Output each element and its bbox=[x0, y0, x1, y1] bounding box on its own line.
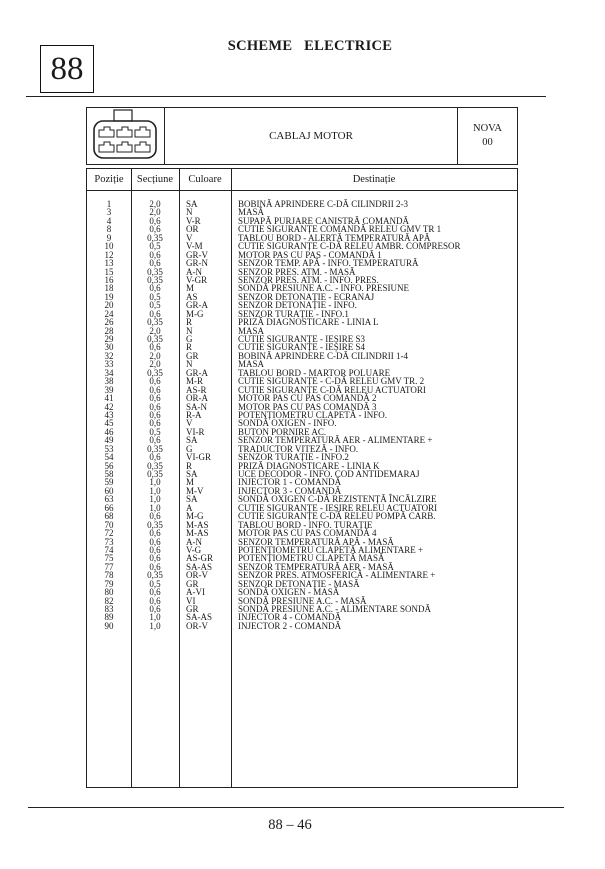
cell-culoare: A-N bbox=[186, 536, 202, 547]
cell-culoare: V-G bbox=[186, 544, 202, 555]
cell-sectiune: 0,6 bbox=[149, 595, 161, 606]
cell-sectiune: 0,35 bbox=[147, 519, 163, 530]
cell-pozitie: 19 bbox=[104, 291, 114, 302]
cell-pozitie: 45 bbox=[104, 418, 114, 429]
cell-pozitie: 60 bbox=[104, 485, 114, 496]
cell-sectiune: 0,6 bbox=[149, 393, 161, 404]
bottom-divider bbox=[28, 807, 564, 808]
cell-culoare: GR-N bbox=[186, 258, 208, 269]
cell-culoare: GR bbox=[186, 578, 199, 589]
cell-sectiune: 2,0 bbox=[149, 199, 161, 209]
cell-sectiune: 0,6 bbox=[149, 224, 161, 235]
cell-sectiune: 1,0 bbox=[149, 477, 161, 488]
cell-sectiune: 0,35 bbox=[147, 232, 163, 243]
cell-culoare: V bbox=[186, 232, 193, 243]
cell-culoare: VI-GR bbox=[186, 452, 211, 463]
cell-culoare: GR bbox=[186, 350, 199, 361]
pin-table bbox=[86, 168, 518, 788]
cell-culoare: G bbox=[186, 443, 193, 454]
cell-pozitie: 70 bbox=[104, 519, 114, 530]
cell-culoare: A-N bbox=[186, 266, 202, 277]
cell-pozitie: 73 bbox=[104, 536, 114, 547]
cell-destinatie: CUTIE SIGURANȚE - IEȘIRE S3 bbox=[238, 334, 365, 344]
cell-pozitie: 63 bbox=[104, 494, 114, 505]
cell-destinatie: SONDĂ OXIGEN - MASĂ bbox=[238, 587, 340, 598]
cell-pozitie: 1 bbox=[106, 199, 112, 209]
cell-pozitie: 58 bbox=[104, 469, 114, 479]
cell-pozitie: 4 bbox=[106, 215, 112, 226]
cell-culoare: OR-V bbox=[186, 570, 208, 581]
cell-pozitie: 53 bbox=[104, 443, 114, 454]
page-number: 88 – 46 bbox=[268, 817, 312, 833]
cell-pozitie: 33 bbox=[104, 359, 114, 370]
cell-culoare: N bbox=[186, 207, 193, 218]
cell-pozitie: 42 bbox=[104, 401, 114, 412]
cell-destinatie: SENZOR DETONAȚIE - ECRANAJ bbox=[238, 291, 375, 302]
cell-destinatie: SONDĂ PRESIUNE A.C. - MASĂ bbox=[238, 595, 367, 606]
cell-culoare: OR-V bbox=[186, 620, 208, 631]
cell-pozitie: 24 bbox=[104, 308, 114, 319]
cell-pozitie: 54 bbox=[104, 452, 114, 463]
version-code-line2: 00 bbox=[482, 137, 493, 148]
connector-6-pin-icon bbox=[87, 108, 164, 164]
cell-destinatie: MOTOR PAS CU PAS - COMANDĂ 1 bbox=[238, 249, 382, 260]
cell-destinatie: POTENȚIOMETRU CLAPETĂ ALIMENTARE + bbox=[238, 544, 424, 555]
chapter-number-box: 88 bbox=[40, 45, 94, 93]
cell-sectiune: 0,6 bbox=[149, 401, 161, 412]
cell-culoare: R-A bbox=[186, 409, 202, 420]
cell-destinatie: CUTIE SIGURANȚE - IEȘIRE RELEU ACTUATORI bbox=[238, 502, 438, 513]
cell-destinatie: POTENȚIOMETRU CLAPETĂ MASĂ bbox=[238, 553, 385, 564]
cell-destinatie: CUTIE SIGURANȚE C-DĂ RELEU AMBR. COMPRESOR bbox=[238, 241, 461, 252]
cell-sectiune: 0,35 bbox=[147, 460, 163, 471]
cell-pozitie: 8 bbox=[106, 224, 112, 235]
cell-pozitie: 74 bbox=[104, 544, 114, 555]
cell-culoare: SA bbox=[186, 199, 198, 209]
cell-destinatie: SENZOR DETONAȚIE - INFO. bbox=[238, 300, 357, 311]
cell-destinatie: TABLOU BORD - ALERTĂ TEMPERATURĂ APĂ bbox=[238, 232, 431, 243]
cell-culoare: AS-GR bbox=[186, 553, 214, 564]
cell-pozitie: 66 bbox=[104, 502, 114, 513]
header-divider bbox=[87, 190, 517, 191]
cell-destinatie: INJECTOR 2 - COMANDĂ bbox=[238, 620, 342, 631]
cell-culoare: GR-A bbox=[186, 300, 208, 311]
cell-culoare: A-VI bbox=[186, 587, 205, 598]
cell-sectiune: 0,6 bbox=[149, 215, 161, 226]
cell-sectiune: 0,6 bbox=[149, 452, 161, 463]
cell-culoare: SA bbox=[186, 469, 198, 479]
cell-destinatie: SENZOR TEMPERATURĂ APĂ - MASĂ bbox=[238, 536, 394, 547]
cell-sectiune: 0,6 bbox=[149, 435, 161, 446]
table-row bbox=[87, 622, 517, 630]
cell-sectiune: 0,5 bbox=[149, 300, 161, 311]
cell-pozitie: 83 bbox=[104, 604, 114, 614]
cell-sectiune: 0,35 bbox=[147, 317, 163, 328]
cell-sectiune: 0,6 bbox=[149, 283, 161, 294]
cell-culoare: GR-A bbox=[186, 367, 208, 378]
cell-pozitie: 16 bbox=[104, 274, 114, 285]
cell-destinatie: SENZOR TEMPERATURĂ AER - MASĂ bbox=[238, 561, 394, 572]
cell-sectiune: 1,0 bbox=[149, 502, 161, 513]
cell-destinatie: INJECTOR 3 - COMANDĂ bbox=[238, 485, 342, 496]
cell-pozitie: 28 bbox=[104, 325, 114, 336]
cell-pozitie: 3 bbox=[106, 207, 112, 218]
cell-culoare: V-R bbox=[186, 215, 201, 226]
cell-culoare: R bbox=[186, 317, 193, 328]
cell-destinatie: BUTON PORNIRE AC. bbox=[238, 426, 327, 437]
cell-culoare: R bbox=[186, 460, 193, 471]
cell-pozitie: 80 bbox=[104, 587, 114, 598]
cell-culoare: SA-N bbox=[186, 401, 208, 412]
cell-pozitie: 78 bbox=[104, 570, 114, 581]
cell-sectiune: 0,6 bbox=[149, 511, 161, 522]
cell-sectiune: 2,0 bbox=[149, 350, 161, 361]
column-header-pozitie: Poziție bbox=[94, 174, 124, 185]
cell-destinatie: MOTOR PAS CU PAS COMANDĂ 4 bbox=[238, 528, 377, 539]
version-code bbox=[458, 108, 517, 164]
cell-sectiune: 0,6 bbox=[149, 258, 161, 269]
cell-sectiune: 1,0 bbox=[149, 612, 161, 623]
cell-pozitie: 18 bbox=[104, 283, 114, 294]
cell-sectiune: 0,35 bbox=[147, 469, 163, 479]
cell-destinatie: SENZOR TEMP. APĂ - INFO. TEMPERATURĂ bbox=[238, 258, 419, 269]
cell-destinatie: SENZOR PRES. ATM. - MASĂ bbox=[238, 266, 356, 277]
cell-destinatie: BOBINĂ APRINDERE C-DĂ CILINDRII 2-3 bbox=[238, 199, 408, 209]
cell-pozitie: 43 bbox=[104, 409, 114, 420]
cell-sectiune: 0,6 bbox=[149, 528, 161, 539]
cell-destinatie: TRADUCTOR VITEZĂ - INFO. bbox=[238, 443, 359, 454]
cell-pozitie: 46 bbox=[104, 426, 114, 437]
cell-pozitie: 15 bbox=[104, 266, 114, 277]
cell-sectiune: 0,6 bbox=[149, 409, 161, 420]
cell-sectiune: 0,6 bbox=[149, 376, 161, 387]
cell-destinatie: INJECTOR 4 - COMANDĂ bbox=[238, 612, 342, 623]
cell-sectiune: 0,6 bbox=[149, 587, 161, 598]
cell-culoare: M bbox=[186, 283, 195, 294]
cell-pozitie: 41 bbox=[104, 393, 114, 404]
cell-culoare: SA bbox=[186, 435, 198, 446]
cell-culoare: M-R bbox=[186, 376, 204, 387]
cell-pozitie: 56 bbox=[104, 460, 114, 471]
cell-sectiune: 0,6 bbox=[149, 308, 161, 319]
cell-sectiune: 0,5 bbox=[149, 291, 161, 302]
cell-culoare: V bbox=[186, 418, 193, 429]
cell-destinatie: POTENȚIOMETRU CLAPETĂ - INFO. bbox=[238, 409, 387, 420]
cell-sectiune: 0,6 bbox=[149, 604, 161, 614]
cell-sectiune: 0,5 bbox=[149, 426, 161, 437]
cell-sectiune: 0,35 bbox=[147, 266, 163, 277]
cell-culoare: M-AS bbox=[186, 519, 209, 530]
title-block bbox=[86, 107, 518, 165]
cell-sectiune: 1,0 bbox=[149, 620, 161, 631]
cell-sectiune: 2,0 bbox=[149, 359, 161, 370]
cell-culoare: G bbox=[186, 334, 193, 344]
cell-destinatie: MASA bbox=[238, 359, 265, 370]
cell-destinatie: SONDĂ OXIGEN - INFO. bbox=[238, 418, 337, 429]
cell-culoare: M-V bbox=[186, 485, 204, 496]
cell-pozitie: 9 bbox=[106, 232, 112, 243]
cell-culoare: N bbox=[186, 325, 193, 336]
cell-pozitie: 68 bbox=[104, 511, 114, 522]
cell-destinatie: CUTIE SIGURANȚE - IEȘIRE S4 bbox=[238, 342, 365, 353]
column-header-culoare: Culoare bbox=[188, 174, 222, 185]
cell-destinatie: UCE DECODOR - INFO. COD ANTIDEMARAJ bbox=[238, 469, 420, 479]
cell-pozitie: 82 bbox=[104, 595, 114, 606]
cell-destinatie: SENZOR PRES. ATM. - INFO. PRES. bbox=[238, 274, 379, 285]
cell-culoare: SA-AS bbox=[186, 561, 213, 572]
cell-sectiune: 0,6 bbox=[149, 342, 161, 353]
cell-sectiune: 0,6 bbox=[149, 418, 161, 429]
cell-culoare: A bbox=[186, 502, 193, 513]
cell-culoare: GR bbox=[186, 604, 199, 614]
version-code-line1: NOVA bbox=[473, 123, 502, 134]
cell-pozitie: 90 bbox=[104, 620, 114, 631]
cell-pozitie: 20 bbox=[104, 300, 114, 311]
cell-destinatie: PRIZĂ DIAGNOSTICARE - LINIA L bbox=[238, 317, 379, 328]
cell-destinatie: TABLOU BORD - INFO. TURAȚIE bbox=[238, 519, 373, 530]
cell-destinatie: SUPAPĂ PURJARE CANISTRĂ COMANDĂ bbox=[238, 215, 409, 226]
cell-destinatie: TABLOU BORD - MARTOR POLUARE bbox=[238, 367, 391, 378]
top-divider bbox=[26, 96, 546, 97]
cell-sectiune: 0,35 bbox=[147, 367, 163, 378]
cell-sectiune: 0,35 bbox=[147, 334, 163, 344]
cell-destinatie: SONDĂ PRESIUNE A.C. - ALIMENTARE SONDĂ bbox=[238, 604, 432, 614]
cell-pozitie: 38 bbox=[104, 376, 114, 387]
cell-sectiune: 0,35 bbox=[147, 274, 163, 285]
cell-culoare: M-G bbox=[186, 308, 204, 319]
cell-culoare: VI bbox=[186, 595, 196, 606]
cell-destinatie: SENZOR TURAȚIE - INFO.1 bbox=[238, 308, 349, 319]
cell-pozitie: 29 bbox=[104, 334, 114, 344]
cell-culoare: M bbox=[186, 477, 195, 488]
cell-destinatie: MASA bbox=[238, 325, 265, 336]
cell-sectiune: 0,35 bbox=[147, 443, 163, 454]
cell-sectiune: 1,0 bbox=[149, 494, 161, 505]
cell-sectiune: 0,5 bbox=[149, 241, 161, 252]
cell-culoare: VI-R bbox=[186, 426, 205, 437]
cell-sectiune: 0,6 bbox=[149, 553, 161, 564]
cell-destinatie: CUTIE SIGURANȚE C-DĂ RELEU ACTUATORI bbox=[238, 384, 426, 395]
cell-culoare: M-G bbox=[186, 511, 204, 522]
cell-destinatie: MOTOR PAS CU PAS COMANDĂ 2 bbox=[238, 393, 377, 404]
cell-pozitie: 89 bbox=[104, 612, 114, 623]
cell-destinatie: SONDĂ PRESIUNE A.C. - INFO. PRESIUNE bbox=[238, 283, 410, 294]
cell-destinatie: SENZOR TEMPERATURĂ AER - ALIMENTARE + bbox=[238, 435, 433, 446]
cell-destinatie: SENZOR TURAȚIE - INFO.2 bbox=[238, 452, 349, 463]
column-header-sectiune: Secțiune bbox=[136, 174, 174, 185]
cell-destinatie: CUTIE SIGURANȚE COMANDĂ RELEU GMV TR 1 bbox=[238, 224, 442, 235]
harness-name: CABLAJ MOTOR bbox=[165, 108, 458, 164]
cell-pozitie: 39 bbox=[104, 384, 114, 395]
cell-destinatie: BOBINĂ APRINDERE C-DĂ CILINDRII 1-4 bbox=[238, 350, 408, 361]
cell-sectiune: 2,0 bbox=[149, 325, 161, 336]
cell-pozitie: 13 bbox=[104, 258, 114, 269]
cell-pozitie: 26 bbox=[104, 317, 114, 328]
cell-pozitie: 12 bbox=[104, 249, 114, 260]
cell-pozitie: 59 bbox=[104, 477, 114, 488]
cell-culoare: OR-A bbox=[186, 393, 208, 404]
page-title: SCHEME ELECTRICE bbox=[227, 38, 393, 54]
cell-sectiune: 2,0 bbox=[149, 207, 161, 218]
cell-pozitie: 72 bbox=[104, 528, 114, 539]
cell-destinatie: SENZOR DETONAȚIE - MASĂ bbox=[238, 578, 360, 589]
cell-destinatie: SENZOR PRES. ATMOSFERICĂ - ALIMENTARE + bbox=[238, 570, 436, 581]
cell-pozitie: 34 bbox=[104, 367, 114, 378]
connector-icon-cell bbox=[87, 108, 165, 164]
table-body bbox=[87, 200, 517, 630]
cell-sectiune: 0,6 bbox=[149, 249, 161, 260]
cell-culoare: OR bbox=[186, 224, 199, 235]
cell-culoare: AS-R bbox=[186, 384, 207, 395]
cell-destinatie: PRIZĂ DIAGNOSTICARE - LINIA K bbox=[238, 460, 380, 471]
cell-sectiune: 0,6 bbox=[149, 384, 161, 395]
cell-sectiune: 0,6 bbox=[149, 561, 161, 572]
cell-culoare: GR-V bbox=[186, 249, 208, 260]
cell-sectiune: 1,0 bbox=[149, 485, 161, 496]
cell-culoare: M-AS bbox=[186, 528, 209, 539]
cell-pozitie: 30 bbox=[104, 342, 114, 353]
cell-destinatie: MASĂ bbox=[238, 207, 265, 218]
cell-culoare: R bbox=[186, 342, 193, 353]
cell-destinatie: CUTIE SIGURANȚE C-DĂ RELEU POMPĂ CARB. bbox=[238, 511, 436, 522]
cell-destinatie: CUTIE SIGURANȚE - C-DĂ RELEU GMV TR. 2 bbox=[238, 376, 425, 387]
cell-pozitie: 75 bbox=[104, 553, 114, 564]
cell-destinatie: MOTOR PAS CU PAS COMANDĂ 3 bbox=[238, 401, 377, 412]
cell-culoare: N bbox=[186, 359, 193, 370]
cell-sectiune: 0,6 bbox=[149, 536, 161, 547]
cell-sectiune: 0,5 bbox=[149, 578, 161, 589]
cell-destinatie: INJECTOR 1 - COMANDĂ bbox=[238, 477, 342, 488]
cell-pozitie: 32 bbox=[104, 350, 114, 361]
cell-pozitie: 49 bbox=[104, 435, 114, 446]
column-header-destinatie: Destinație bbox=[352, 174, 396, 185]
cell-culoare: V-M bbox=[186, 241, 203, 252]
cell-culoare: SA-AS bbox=[186, 612, 213, 623]
cell-destinatie: SONDĂ OXIGEN C-DĂ REZISTENȚĂ ÎNCĂLZIRE bbox=[238, 494, 437, 505]
cell-sectiune: 0,6 bbox=[149, 544, 161, 555]
cell-pozitie: 79 bbox=[104, 578, 114, 589]
cell-pozitie: 10 bbox=[104, 241, 114, 252]
cell-culoare: SA bbox=[186, 494, 198, 505]
cell-pozitie: 77 bbox=[104, 561, 114, 572]
cell-culoare: AS bbox=[186, 291, 198, 302]
cell-sectiune: 0,35 bbox=[147, 570, 163, 581]
cell-culoare: V-GR bbox=[186, 274, 208, 285]
